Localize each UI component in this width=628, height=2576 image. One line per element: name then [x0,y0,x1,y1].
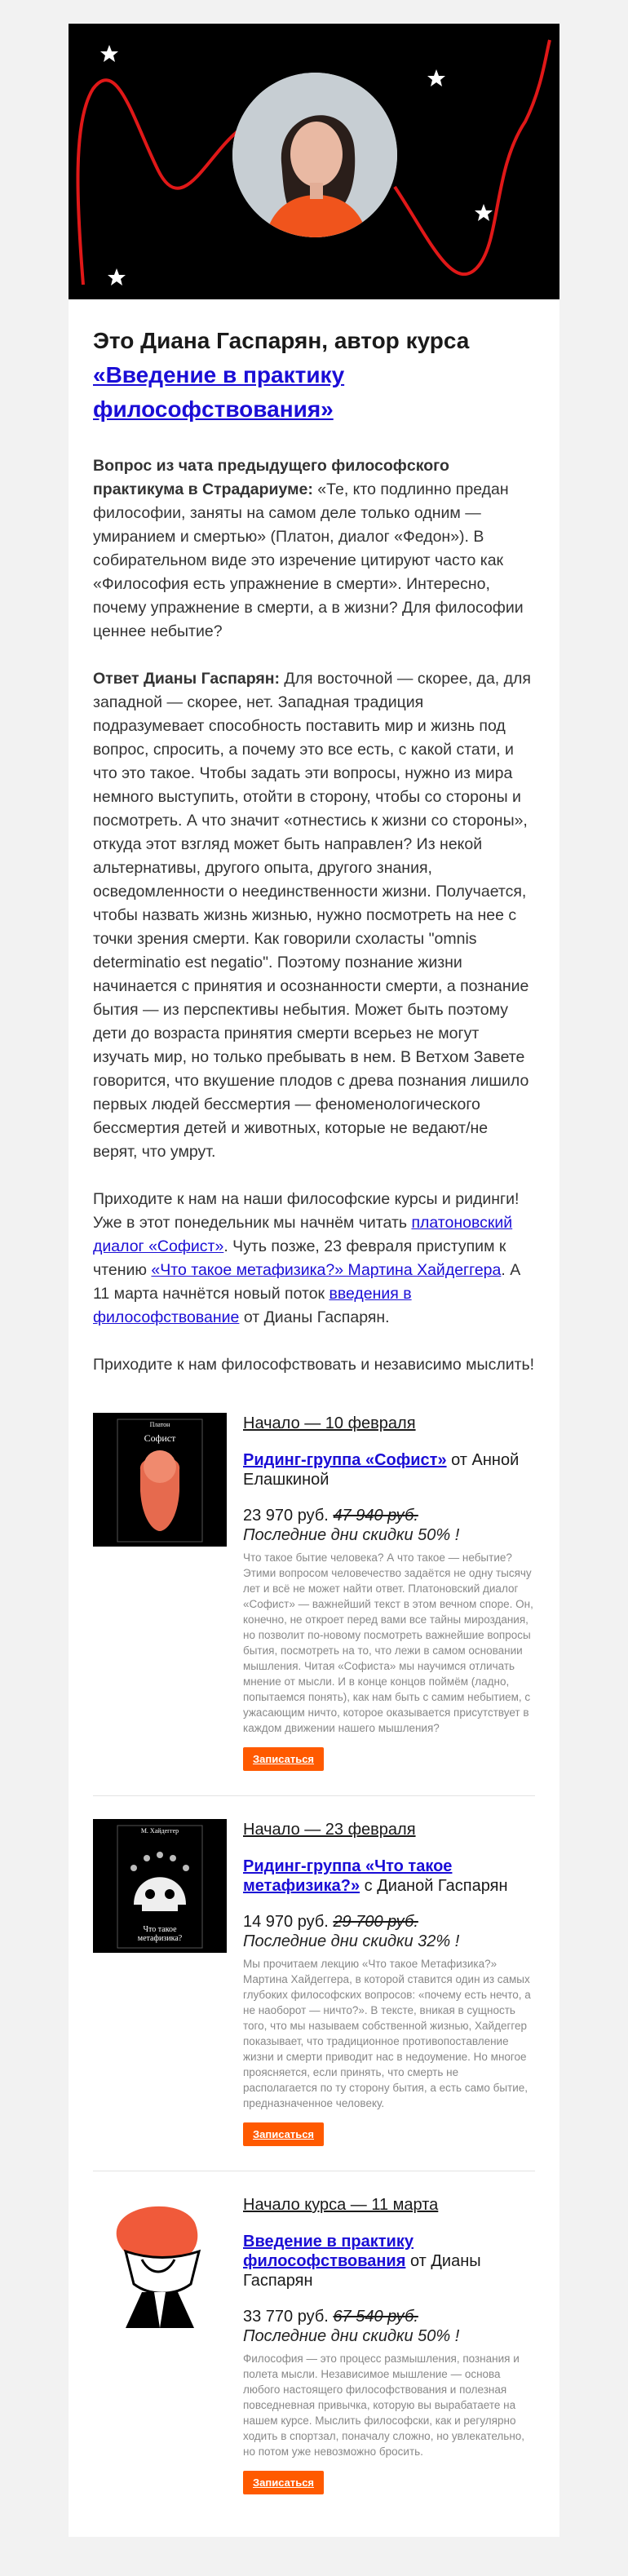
answer-text: Для восточной — скорее, да, для западной — скорее, нет. Западная традиция подразумевает способность поставить мир и жизнь под вопрос, спросить, а почему это все есть, с какой стати, и что это такое. Чтобы задать эти вопросы, нужно из мира немного выступить, отойти в сторону, чтобы со стороны и посмотреть. А что значит «отнестись к жизни со стороны», откуда этот взгляд может быть направлен? Из некой альтернативы, другого опыта, другого знания, осведомленности о неединственности жизни. Получается, чтобы назвать жизнь жизнью, нужно посмотреть на нее с точки зрения смерти. Как говорили схоласты "omnis determinatio est negatio". Поэтому познание жизни начинается с принятия и осознанности смерти, а познание бытия — из перспективы небытия. Может быть поэтому дети до возраста принятия смерти всерьез не могут изучать мир, но только пребывать в нем. В Ветхом Завете говорится, что вкушение плодов с древа познания лишило первых людей бессмертия — феноменологического бессмертия детей и животных, которые не ведают/не верят, что умрут. [93,670,531,1161]
course-card [93,2189,535,2519]
course-title [243,2232,535,2291]
course-card [93,1814,535,2171]
old-price: 67 540 руб. [333,2308,418,2326]
course-start-date: Начало курса — 11 марта [243,2196,439,2214]
enroll-button[interactable]: Записаться [243,2122,324,2146]
discount-note: Последние дни скидки 50% ! [243,2327,460,2345]
current-price: 14 970 руб. [243,1913,329,1931]
page-title [93,324,535,427]
course-cover-intro [93,2194,227,2328]
invite-text: Приходите к нам на наши философские курсы и ридинги! Уже в этот понедельник мы начнём читать [93,1190,520,1232]
course-title-link[interactable]: «Введение в практику философствования» [93,362,345,422]
intro-cover-image [93,2194,227,2328]
course-start-date: Начало — 10 февраля [243,1414,416,1432]
invite-paragraph [93,1188,535,1330]
answer-label: Ответ Дианы Гаспарян: [93,670,280,688]
discount-note: Последние дни скидки 32% ! [243,1932,460,1950]
intro-course-link[interactable]: введения в философствование [93,1285,412,1326]
metaphysics-link[interactable]: «Что такое метафизика?» Мартина Хайдеггера [151,1261,502,1279]
question-text: «Те, кто подлинно предан философии, заняты на самом деле только одним — умиранием и смертью» (Платон, диалог «Федон»). В собирательном виде это изречение цитируют часто как «Философия есть упражнение в смерти». Интересно, почему упражнение в смерти, а в жизни? Для философии ценнее небытие? [93,480,524,640]
current-price: 23 970 руб. [243,1507,329,1525]
answer-paragraph [93,667,535,1164]
hero-banner [69,24,559,299]
question-paragraph [93,454,535,644]
course-description: Мы прочитаем лекцию «Что такое Метафизика?» Мартина Хайдеггера, в которой ставится один из самых глубоких философских вопросов: «почему есть нечто, а не наоборот — ничто?». В тексте, вникая в сущность того, что мы называем собственной жизнью, Хайдеггер показывает, что традиционное противопоставление жизни и смерти приводит нас в недоумение. Но многое проясняется, если принять, что смерть не располагается по ту сторону бытия, а есть само бытие, предназначенное человеку. [243,1958,531,2109]
course-author: с Дианой Гаспарян [360,1877,508,1895]
invite-text: . А 11 марта начнётся новый поток [93,1261,521,1303]
course-info [243,1819,535,2146]
course-price [243,2307,535,2326]
closing-paragraph: Приходите к нам философствовать и независимо мыслить! [93,1356,535,1374]
discount-note: Последние дни скидки 50% ! [243,1526,460,1544]
course-info [243,1413,535,1771]
course-author: от Анной Елашкиной [243,1451,520,1489]
course-price [243,1912,535,1932]
course-price [243,1506,535,1525]
course-link[interactable]: Ридинг-группа «Что такое метафизика?» [243,1857,453,1895]
title-text: Это Диана Гаспарян, автор курса [93,328,470,353]
cover-title: Софист [144,1432,176,1444]
cover-title: Что такое метафизика? [137,1925,183,1943]
invite-text: от Дианы Гаспарян. [239,1308,390,1326]
course-link[interactable]: Введение в практику философствования [243,2233,414,2270]
portrait-image [232,73,397,237]
course-description: Что такое бытие человека? А что такое — небытие? Этими вопросом человечество задаётся не одну тысячу лет и всё не может найти ответ. Платоновский диалог «Софист» — важнейший текст в этом вечном споре. Он, конечно, не откроет перед вами все тайны мироздания, но позволит по-новому посмотреть важнейшие вопросы бытия, посмотреть на то, что лежи в самом основании мышления. Читая «Софиста» мы научимся отличать мнение от мысли. И в конце концов поймём (ладно, попытаемся понять), как нам быть с самим небытием, с ужасающим ничто, которое оказывается присутствует в каждом движении нашего мышления? [243,1551,533,1734]
course-start-date: Начало — 23 февраля [243,1821,416,1839]
course-description: Философия — это процесс размышления, познания и полета мысли. Независимое мышление — основа любого настоящего философствования и полезная повседневная привычка, которую вы вырабатаете на нашем курсе. Мыслить философски, как и регулярно ходить в спортзал, поначалу сложно, но увлекательно, но потом уже невозможно бросить. [243,2352,525,2458]
course-cover-metaphysics [93,1819,227,1953]
invite-text: . Чуть позже, 23 февраля приступим к чтению [93,1237,506,1279]
cover-author: Платон [149,1421,170,1428]
author-portrait [232,73,397,237]
sophist-link[interactable]: платоновский диалог «Софист» [93,1214,513,1255]
course-author: от Дианы Гаспарян [243,2252,481,2290]
course-link[interactable]: Ридинг-группа «Софист» [243,1451,447,1469]
email-container [69,24,559,2537]
course-info [243,2194,535,2494]
course-card [93,1408,535,1796]
old-price: 29 700 руб. [333,1913,418,1931]
question-label: Вопрос из чата предыдущего философского практикума в Страдариуме: [93,457,449,498]
current-price: 33 770 руб. [243,2308,329,2326]
old-price: 47 940 руб. [333,1507,418,1525]
course-title [243,1857,535,1896]
enroll-button[interactable]: Записаться [243,1747,324,1771]
course-title [243,1450,535,1489]
main-content [69,299,559,2519]
cover-author: М. Хайдеггер [140,1827,179,1835]
enroll-button[interactable]: Записаться [243,2471,324,2494]
course-cover-sophist [93,1413,227,1547]
